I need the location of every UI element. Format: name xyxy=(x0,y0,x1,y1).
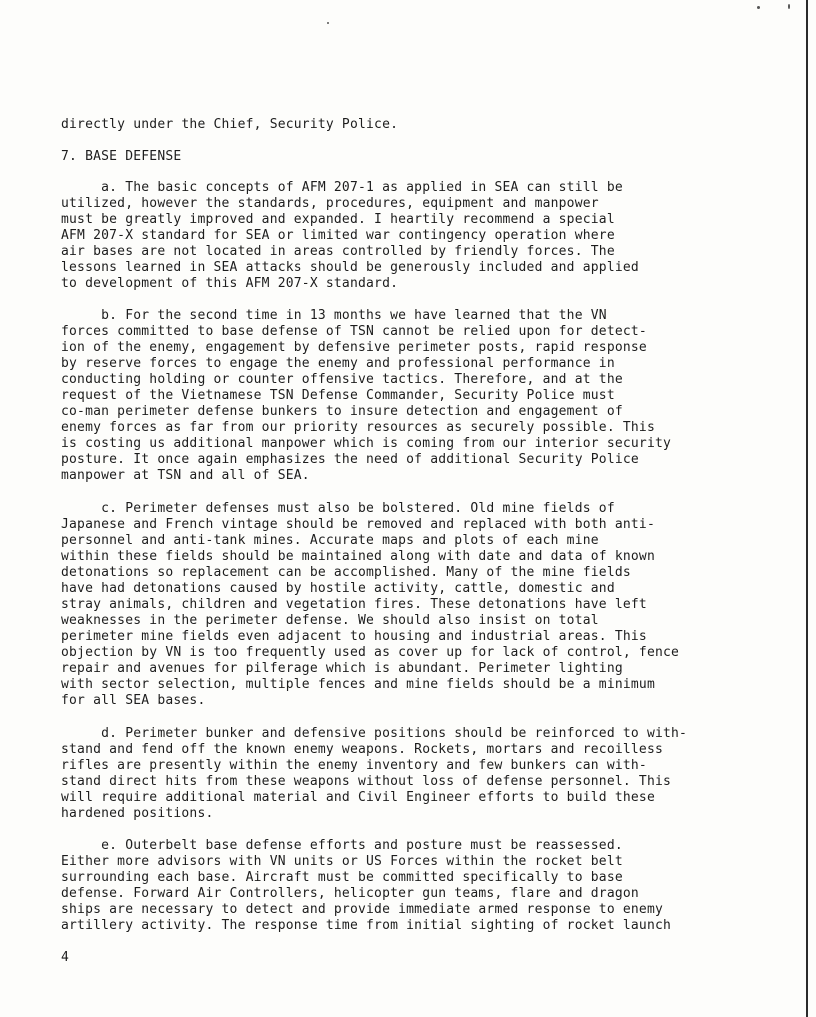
text-line: a. The basic concepts of AFM 207-1 as applied in SEA can still be xyxy=(61,180,623,195)
text-line: lessons learned in SEA attacks should be generously included and applied xyxy=(61,260,639,275)
scan-speck xyxy=(327,22,329,24)
text-line: within these fields should be maintained along with date and data of known xyxy=(61,549,655,564)
scan-speck xyxy=(757,6,760,9)
text-line: to development of this AFM 207-X standard. xyxy=(61,276,399,291)
text-line: e. Outerbelt base defense efforts and posture must be reassessed. xyxy=(61,838,623,853)
text-line: perimeter mine fields even adjacent to housing and industrial areas. This xyxy=(61,629,647,644)
text-line: Japanese and French vintage should be removed and replaced with both anti- xyxy=(61,517,655,532)
text-line: ion of the enemy, engagement by defensive perimeter posts, rapid response xyxy=(61,340,647,355)
scan-speck xyxy=(788,4,790,9)
text-line: surrounding each base. Aircraft must be committed specifically to base xyxy=(61,870,623,885)
text-line: must be greatly improved and expanded. I heartily recommend a special xyxy=(61,212,615,227)
text-line: defense. Forward Air Controllers, helicopter gun teams, flare and dragon xyxy=(61,886,639,901)
text-line: personnel and anti-tank mines. Accurate maps and plots of each mine xyxy=(61,533,599,548)
text-line: for all SEA bases. xyxy=(61,693,206,708)
text-line: enemy forces as far from our priority resources as securely possible. This xyxy=(61,420,655,435)
text-line: repair and avenues for pilferage which is abundant. Perimeter lighting xyxy=(61,661,623,676)
text-line: by reserve forces to engage the enemy and professional performance in xyxy=(61,356,615,371)
text-line: conducting holding or counter offensive tactics. Therefore, and at the xyxy=(61,372,623,387)
text-line: with sector selection, multiple fences and mine fields should be a minimum xyxy=(61,677,655,692)
text-line: air bases are not located in areas controlled by friendly forces. The xyxy=(61,244,615,259)
text-line: Either more advisors with VN units or US Forces within the rocket belt xyxy=(61,854,623,869)
text-line: will require additional material and Civil Engineer efforts to build these xyxy=(61,790,655,805)
section-heading: 7. BASE DEFENSE xyxy=(61,149,182,164)
page-number: 4 xyxy=(61,950,70,965)
text-line: weaknesses in the perimeter defense. We should also insist on total xyxy=(61,613,599,628)
text-line: utilized, however the standards, procedures, equipment and manpower xyxy=(61,196,599,211)
page-edge-line xyxy=(806,0,808,1017)
text-line: b. For the second time in 13 months we have learned that the VN xyxy=(61,308,607,323)
text-line: hardened positions. xyxy=(61,806,214,821)
text-line: co-man perimeter defense bunkers to insure detection and engagement of xyxy=(61,404,623,419)
text-line: have had detonations caused by hostile activity, cattle, domestic and xyxy=(61,581,615,596)
text-line: stray animals, children and vegetation fires. These detonations have left xyxy=(61,597,647,612)
text-line: AFM 207-X standard for SEA or limited war contingency operation where xyxy=(61,228,615,243)
text-line: is costing us additional manpower which is coming from our interior security xyxy=(61,436,672,451)
text-line: stand direct hits from these weapons without loss of defense personnel. This xyxy=(61,774,672,789)
text-line: request of the Vietnamese TSN Defense Commander, Security Police must xyxy=(61,388,615,403)
text-line: forces committed to base defense of TSN cannot be relied upon for detect- xyxy=(61,324,647,339)
text-line: manpower at TSN and all of SEA. xyxy=(61,468,310,483)
text-line: stand and fend off the known enemy weapons. Rockets, mortars and recoilless xyxy=(61,742,663,757)
text-line: posture. It once again emphasizes the need of additional Security Police xyxy=(61,452,639,467)
text-line: directly under the Chief, Security Police. xyxy=(61,117,399,132)
text-line: objection by VN is too frequently used as cover up for lack of control, fence xyxy=(61,645,680,660)
text-line: c. Perimeter defenses must also be bolstered. Old mine fields of xyxy=(61,501,615,516)
text-line: rifles are presently within the enemy inventory and few bunkers can with- xyxy=(61,758,647,773)
text-line: ships are necessary to detect and provide immediate armed response to enemy xyxy=(61,902,663,917)
text-line: artillery activity. The response time from initial sighting of rocket launch xyxy=(61,918,672,933)
text-line: d. Perimeter bunker and defensive positions should be reinforced to with- xyxy=(61,726,688,741)
text-line: detonations so replacement can be accomplished. Many of the mine fields xyxy=(61,565,631,580)
